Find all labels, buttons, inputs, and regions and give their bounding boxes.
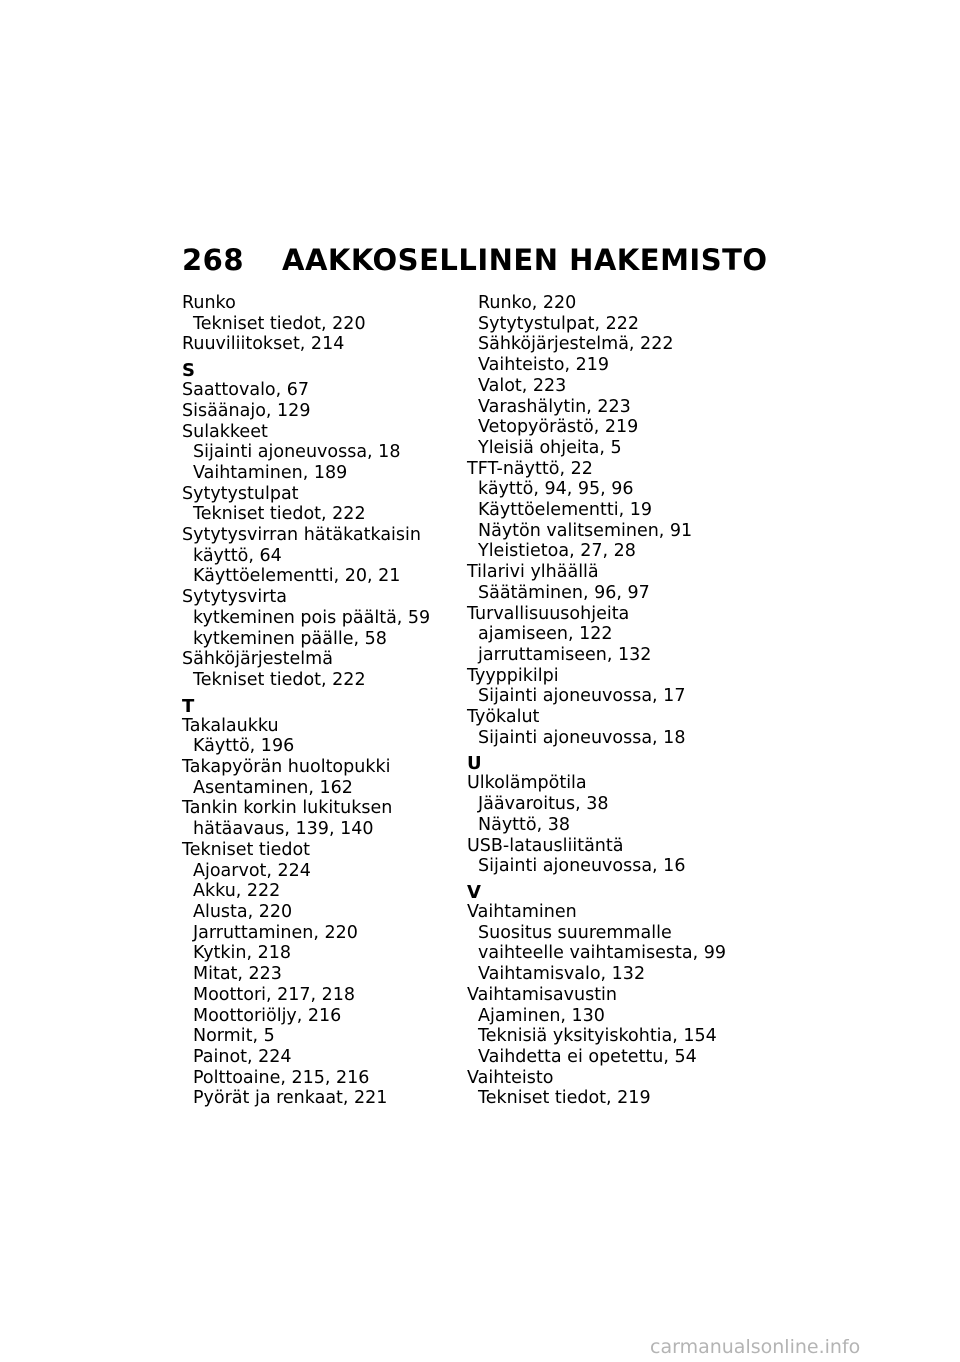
- index-subentry: Käyttö, 196: [193, 736, 295, 757]
- index-subentry: Alusta, 220: [193, 901, 293, 922]
- index-subentry: Vaihtaminen, 189: [193, 462, 348, 483]
- index-entry: Takapyörän huoltopukki: [182, 757, 391, 778]
- watermark: carmanualsonline.info: [650, 1336, 861, 1358]
- index-subentry: ajamiseen, 122: [478, 624, 613, 645]
- index-subentry: Sijainti ajoneuvossa, 18: [478, 727, 686, 748]
- index-entry: Tekniset tiedot: [182, 839, 311, 860]
- index-subentry: Vaihtamisvalo, 132: [478, 964, 646, 985]
- index-entry: Ulkolämpötila: [467, 773, 587, 794]
- index-entry: Takalaukku: [182, 715, 279, 736]
- index-subentry: Sytytystulpat, 222: [478, 313, 640, 334]
- index-subentry: Normit, 5: [193, 1026, 275, 1047]
- index-entry: Sähköjärjestelmä: [182, 649, 333, 670]
- index-subentry: Säätäminen, 96, 97: [478, 582, 650, 603]
- index-entry: Vaihteisto: [467, 1067, 554, 1088]
- index-subentry: Jarruttaminen, 220: [193, 922, 358, 943]
- index-subentry: vaihteelle vaihtamisesta, 99: [478, 943, 726, 964]
- index-entry: Tyyppikilpi: [467, 665, 559, 686]
- index-subentry: Käyttöelementti, 20, 21: [193, 566, 401, 587]
- index-subentry: Moottoriöljy, 216: [193, 1005, 342, 1026]
- index-subentry: Tekniset tiedot, 222: [193, 669, 366, 690]
- index-subentry: Kytkin, 218: [193, 943, 292, 964]
- page-title: AAKKOSELLINEN HAKEMISTO: [282, 243, 768, 277]
- index-letter-heading: V: [467, 881, 481, 903]
- index-subentry: kytkeminen päälle, 58: [193, 628, 387, 649]
- index-subentry: Näyttö, 38: [478, 814, 570, 835]
- index-column-left: [182, 293, 452, 1109]
- index-subentry: Käyttöelementti, 19: [478, 500, 652, 521]
- index-entry: Sytytysvirta: [182, 587, 288, 608]
- index-entry: Turvallisuusohjeita: [467, 603, 630, 624]
- index-entry: Tilarivi ylhäällä: [467, 562, 599, 583]
- index-subentry: hätäavaus, 139, 140: [193, 819, 374, 840]
- index-subentry: Jäävaroitus, 38: [478, 794, 609, 815]
- index-subentry: Polttoaine, 215, 216: [193, 1067, 370, 1088]
- index-subentry: Näytön valitseminen, 91: [478, 520, 693, 541]
- index-entry: Sytytystulpat: [182, 483, 299, 504]
- index-subentry: Yleistietoa, 27, 28: [478, 541, 636, 562]
- index-entry: Vaihtamisavustin: [467, 984, 618, 1005]
- index-subentry: Yleisiä ohjeita, 5: [478, 437, 622, 458]
- index-subentry: Akku, 222: [193, 881, 281, 902]
- index-subentry: Tekniset tiedot, 222: [193, 504, 366, 525]
- index-subentry: Ajoarvot, 224: [193, 860, 311, 881]
- index-subentry: Ajaminen, 130: [478, 1005, 605, 1026]
- index-subentry: Sijainti ajoneuvossa, 18: [193, 442, 401, 463]
- index-subentry: Asentaminen, 162: [193, 777, 353, 798]
- index-letter-heading: U: [467, 753, 482, 775]
- index-subentry: jarruttamiseen, 132: [478, 644, 652, 665]
- index-column-right: [467, 293, 757, 1109]
- index-entry: Ruuviliitokset, 214: [182, 334, 345, 355]
- index-entry: Tankin korkin lukituksen: [182, 798, 393, 819]
- index-subentry: Varashälytin, 223: [478, 396, 631, 417]
- index-subentry: Tekniset tiedot, 220: [193, 313, 366, 334]
- index-subentry: Suositus suuremmalle: [478, 922, 672, 943]
- index-subentry: Painot, 224: [193, 1046, 292, 1067]
- index-subentry: Sijainti ajoneuvossa, 17: [478, 686, 686, 707]
- page-header: [182, 240, 768, 280]
- index-subentry: Teknisiä yksityiskohtia, 154: [478, 1026, 717, 1047]
- index-subentry: Vaihdetta ei opetettu, 54: [478, 1046, 697, 1067]
- index-subentry: käyttö, 64: [193, 545, 282, 566]
- index-subentry: Runko, 220: [478, 293, 577, 313]
- index-subentry: Valot, 223: [478, 375, 567, 396]
- index-entry: Sisäänajo, 129: [182, 400, 311, 421]
- index-entry: Sulakkeet: [182, 421, 268, 442]
- index-subentry: Vetopyörästö, 219: [478, 417, 639, 438]
- page-number: 268: [182, 243, 245, 277]
- index-entry: Vaihtaminen: [467, 901, 577, 922]
- index-entry: USB-latausliitäntä: [467, 835, 624, 856]
- index-entry: Sytytysvirran hätäkatkaisin: [182, 525, 421, 546]
- index-subentry: kytkeminen pois päältä, 59: [193, 607, 431, 628]
- index-entry: Saattovalo, 67: [182, 380, 310, 401]
- index-subentry: Mitat, 223: [193, 964, 282, 985]
- index-letter-heading: T: [182, 695, 195, 717]
- index-subentry: Vaihteisto, 219: [478, 355, 609, 376]
- index-subentry: Sähköjärjestelmä, 222: [478, 334, 674, 355]
- index-entry: Työkalut: [467, 707, 540, 728]
- index-subentry: käyttö, 94, 95, 96: [478, 479, 634, 500]
- index-subentry: Tekniset tiedot, 219: [478, 1088, 651, 1109]
- index-subentry: Pyörät ja renkaat, 221: [193, 1088, 388, 1109]
- index-entry: TFT-näyttö, 22: [467, 458, 593, 479]
- index-entry: Runko: [182, 293, 236, 313]
- index-letter-heading: S: [182, 360, 195, 382]
- index-subentry: Sijainti ajoneuvossa, 16: [478, 856, 686, 877]
- index-subentry: Moottori, 217, 218: [193, 984, 356, 1005]
